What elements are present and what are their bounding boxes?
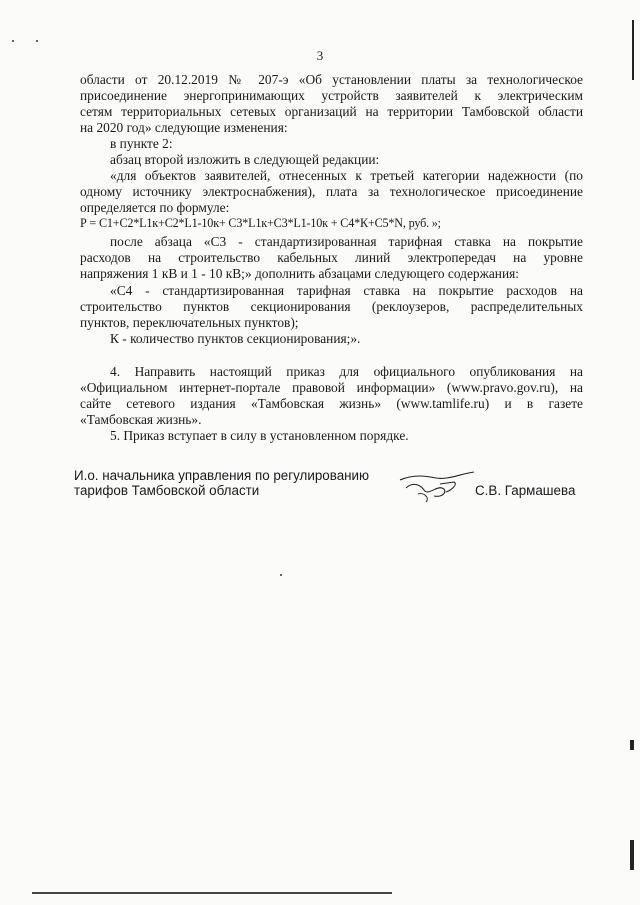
page-number: 3 xyxy=(316,48,324,63)
scan-edge-mark xyxy=(632,20,634,80)
text-line: на 2020 год» следующие изменения: xyxy=(80,120,288,135)
signatory-position: тарифов Тамбовской области xyxy=(74,483,260,498)
scan-edge-mark xyxy=(630,840,634,870)
scan-bottom-edge xyxy=(32,892,392,894)
text-line: «Официальном интернет-портале правовой информации» (www.pravo.gov.ru), на xyxy=(80,380,583,395)
text-line: «для объектов заявителей, отнесенных к третьей категории надежности (по xyxy=(110,168,583,183)
text-line: в пункте 2: xyxy=(110,136,173,151)
scan-edge-mark xyxy=(630,740,634,750)
scan-mark xyxy=(12,40,14,42)
text-line: 5. Приказ вступает в силу в установленном порядке. xyxy=(110,428,409,443)
text-line: 4. Направить настоящий приказ для официального опубликования на xyxy=(110,364,583,379)
scan-mark xyxy=(280,574,282,576)
handwritten-signature xyxy=(396,468,478,504)
text-line: напряжения 1 кВ и 1 - 10 кВ;» дополнить абзацами следующего содержания: xyxy=(80,266,520,281)
text-line: «С4 - стандартизированная тарифная ставка на покрытие расходов на xyxy=(110,283,583,298)
text-line: абзац второй изложить в следующей редакции: xyxy=(110,152,380,167)
text-line: строительство пунктов секционирования (реклоузеров, распределительных xyxy=(80,299,583,314)
text-line: присоединение энергопринимающих устройств заявителей к электрическим xyxy=(80,88,583,103)
text-line: определяется по формуле: xyxy=(80,200,230,215)
text-line: расходов на строительство кабельных линий электропередач на уровне xyxy=(80,250,583,265)
text-line: одному источнику электроснабжения), плата за технологическое присоединение xyxy=(80,184,583,199)
text-line: пунктов, переключательных пунктов); xyxy=(80,315,299,330)
text-line: сайте сетевого издания «Тамбовская жизнь» (www.tamlife.ru) и в газете xyxy=(80,396,583,411)
signatory-name: С.В. Гармашева xyxy=(475,483,576,498)
scan-mark xyxy=(36,40,38,42)
text-line: после абзаца «С3 - стандартизированная тарифная ставка на покрытие xyxy=(110,234,583,249)
formula-line: Р = С1+С2*L1к+С2*L1-10к+ С3*L1к+С3*L1-10к + С4*К+С5*N, руб. »; xyxy=(80,216,441,230)
text-line: области от 20.12.2019 № 207-э «Об установлении платы за технологическое xyxy=(80,72,583,87)
text-line: сетям территориальных сетевых организаций на территории Тамбовской области xyxy=(80,104,583,119)
text-line: «Тамбовская жизнь». xyxy=(80,412,202,427)
signatory-position: И.о. начальника управления по регулированию xyxy=(74,468,370,483)
text-line: К - количество пунктов секционирования;». xyxy=(110,331,361,346)
